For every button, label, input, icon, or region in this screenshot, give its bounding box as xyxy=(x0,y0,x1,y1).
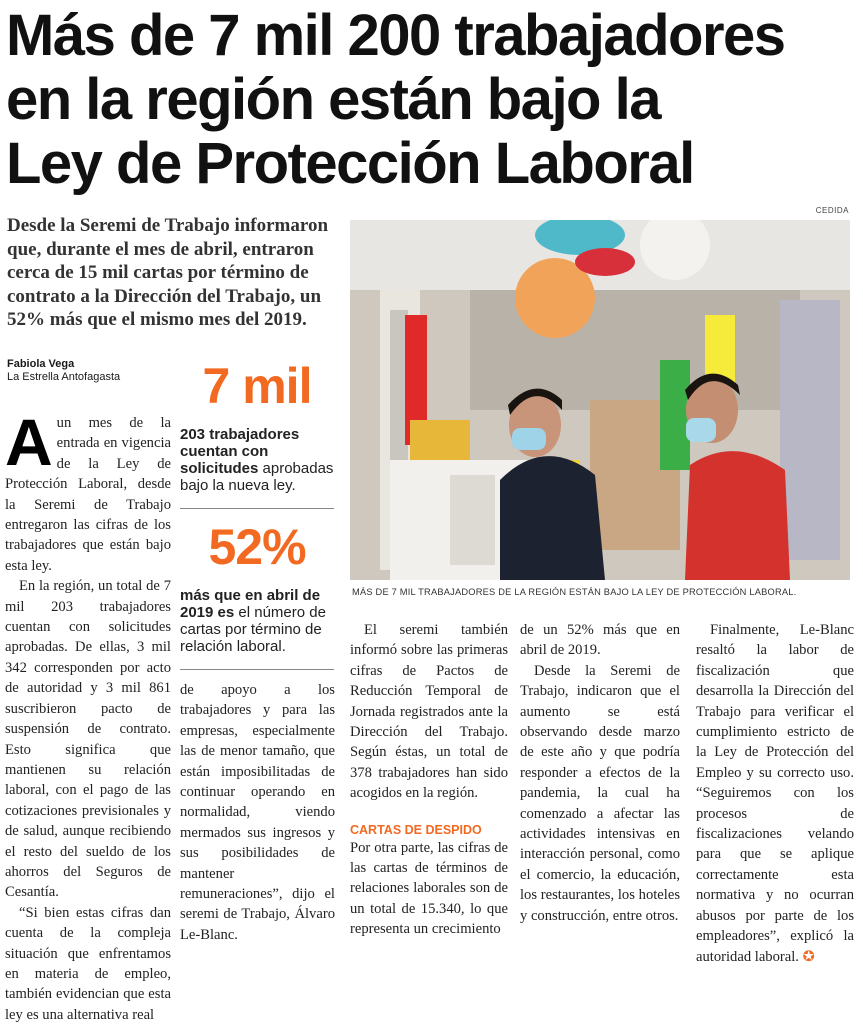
article-column-5 xyxy=(696,620,854,967)
headline xyxy=(6,4,856,196)
article-photo xyxy=(350,220,850,580)
paragraph: Finalmente, Le-Blanc resaltó la labor de fiscalización que desarrolla la Dirección del Trabajo para verificar el cumplimiento estricto de la Ley de Protección del Empleo y su correcto uso. “Seguiremos con los procesos de fiscalizaciones velando para que se aplique correctamente esta normativa y no ocurran abusos por parte de los empleadores”, explicó la autoridad laboral. ✪ xyxy=(696,622,854,965)
stat-description: 203 trabajadores cuentan con solicitudes aprobadas bajo la nueva ley. xyxy=(180,426,334,494)
stat-description: más que en abril de 2019 es el número de cartas por término de relación laboral. xyxy=(180,587,326,655)
subheading: CARTAS DE DESPIDO xyxy=(350,822,482,837)
stat-value: 7 mil xyxy=(202,358,312,414)
article-column-4 xyxy=(520,620,680,926)
article-column-1 xyxy=(5,405,171,1025)
author: Fabiola Vega xyxy=(7,358,75,370)
paragraph: un mes de la entrada en vigencia de la Ley de Protección Laboral, desde la Seremi de Trabajo entregaron las cifras de los trabajadores que están bajo esta ley. xyxy=(5,415,171,574)
photo-credit: CEDIDA xyxy=(815,206,849,215)
paragraph: En la región, un total de 7 mil 203 trabajadores cuentan con solicitudes aprobadas. De ellas, 3 mil 342 corresponden por acto de autoridad y 3 mil 861 suscribieron pacto de suspensión de contrato. Esto significa que mantienen su relación laboral, con el pago de las cotizaciones previsionales y de salud, aunque recibiendo el resto del sueldo de los ahorros del Seguros de Cesantía. xyxy=(5,578,171,901)
stat-value: 52% xyxy=(208,519,306,575)
divider xyxy=(180,508,334,509)
stats-sidebar xyxy=(180,358,334,680)
lead-paragraph: Desde la Seremi de Trabajo informaron que, durante el mes de abril, entraron cerca de 15 mil cartas por término de contrato a la Dirección del Trabajo, un 52% más que el mismo mes del 2019. xyxy=(7,215,329,330)
drop-cap: A xyxy=(5,405,53,479)
paragraph: de apoyo a los trabajadores y para las empresas, especialmente las de menor tamaño, que están imposibilitadas de continuar operando en normalidad, viendo mermados sus ingresos y sus posibilidades de mantener remuneraciones”, dijo el seremi de Trabajo, Álvaro Le-Blanc. xyxy=(180,682,335,943)
headline-line-2: en la región están bajo la xyxy=(6,67,660,132)
shop-scene-image xyxy=(350,220,850,580)
paragraph: El seremi también informó sobre las primeras cifras de Pactos de Reducción Temporal de Jornada registrados ante la Dirección del Trabajo. Según éstas, un total de 378 trabajadores han sido acogidos en la región. xyxy=(350,622,508,802)
headline-line-3: Ley de Protección Laboral xyxy=(6,131,694,196)
photo-caption: MÁS DE 7 MIL TRABAJADORES DE LA REGIÓN ESTÁN BAJO LA LEY DE PROTECCIÓN LABORAL. xyxy=(352,587,797,597)
outlet: La Estrella Antofagasta xyxy=(7,371,121,383)
paragraph: de un 52% más que en abril de 2019. xyxy=(520,622,680,659)
paragraph: Desde la Seremi de Trabajo, indicaron que el aumento se está observando desde marzo de este año y que podría responder a efectos de la pandemia, la cual ha comenzado a afectar las actividades intensivas en interacción personal, como el comercio, la educación, los restaurantes, los hoteles y construcción, entre otros. xyxy=(520,662,680,924)
end-mark-icon: ✪ xyxy=(802,948,815,965)
paragraph: Por otra parte, las cifras de las cartas de términos de relaciones laborales son de un total de 15.340, lo que representa un crecimiento xyxy=(350,839,508,938)
byline xyxy=(7,358,120,384)
headline-line-1: Más de 7 mil 200 trabajadores xyxy=(6,3,785,68)
paragraph: “Si bien estas cifras dan cuenta de la compleja situación que enfrentamos en materia de empleo, también evidencian que esta ley es una alternativa real xyxy=(5,904,171,1023)
article-column-3 xyxy=(350,620,508,940)
article-column-2 xyxy=(180,680,335,945)
divider xyxy=(180,669,334,670)
